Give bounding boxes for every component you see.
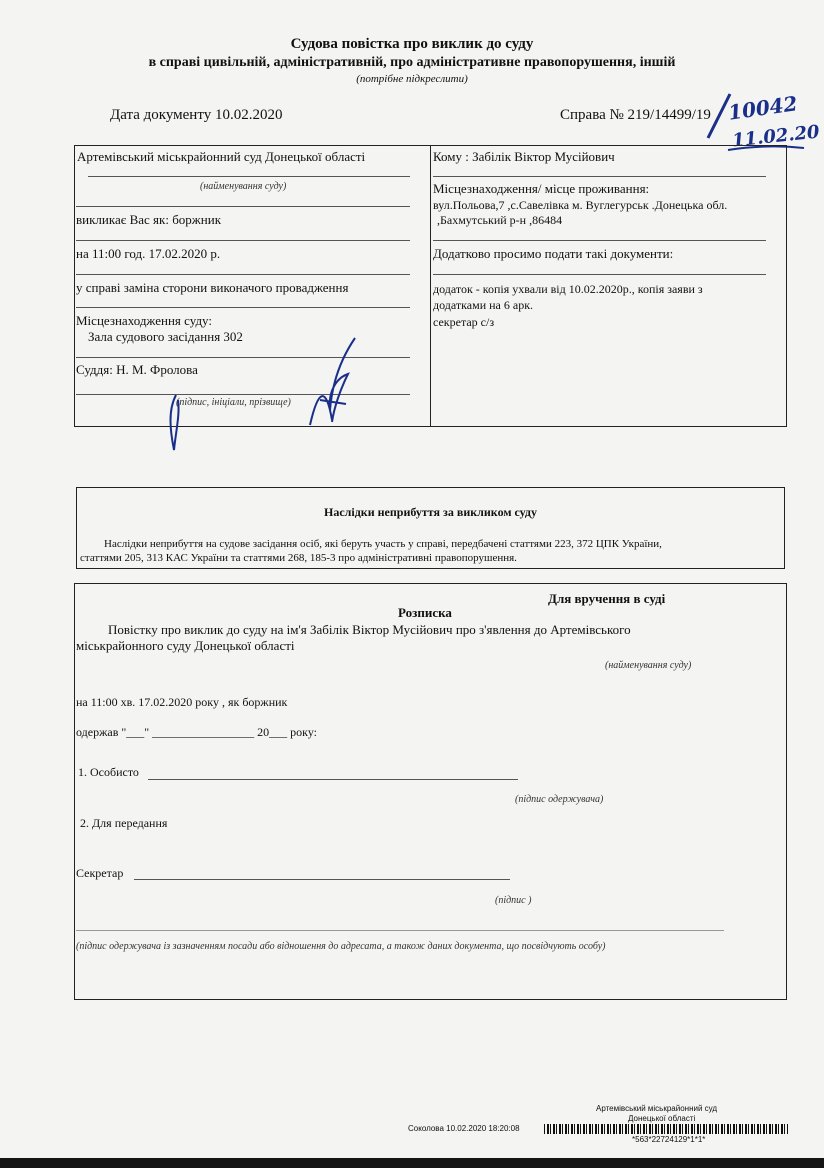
signature-caption: (підпис, ініціали, прізвище)	[176, 397, 291, 408]
received-date: одержав "___" _________________ 20___ року:	[76, 725, 318, 739]
footer-court-line-1: Артемівський міськрайонний суд	[596, 1104, 718, 1113]
documents-label: Додатково просимо подати такі документи:	[433, 246, 674, 261]
documents-line-2: додатками на 6 арк.	[433, 298, 534, 312]
consequences-title: Наслідки неприбуття за викликом суду	[324, 505, 537, 519]
divider	[76, 240, 410, 241]
personally-signature-line	[148, 779, 518, 780]
receipt-footer-caption: (підпис одержувача із зазначенням посади або відношення до адресата, а також даних документа, що посвідчують особу)	[76, 941, 606, 952]
transfer-label: 2. Для передання	[80, 816, 168, 830]
addressee: Кому : Забілік Віктор Мусійович	[433, 149, 615, 164]
court-name: Артемівський міськрайонний суд Донецької області	[77, 149, 366, 164]
divider	[76, 206, 410, 207]
barcode-icon	[544, 1124, 788, 1134]
receipt-court-caption: (найменування суду)	[605, 660, 692, 671]
address-line-2: ,Бахмутський р-н ,86484	[437, 213, 563, 227]
divider	[433, 176, 766, 177]
footer-court-line-2: Донецької області	[628, 1114, 696, 1123]
court-location-label: Місцезнаходження суду:	[76, 313, 212, 328]
personally-label: 1. Особисто	[78, 765, 139, 779]
subtitle-note: (потрібне підкреслити)	[356, 73, 468, 85]
handwritten-number: 10042	[726, 91, 799, 125]
divider	[433, 274, 766, 275]
document-date: Дата документу 10.02.2020	[110, 107, 283, 123]
scan-edge	[0, 1158, 824, 1168]
address-line-1: вул.Польова,7 ,с.Савелівка м. Вуглегурськ .Донецька обл.	[433, 198, 728, 212]
consequences-line-2: статтями 205, 313 КАС України та статтями 268, 185-3 про адміністративні правопорушення.	[80, 552, 517, 564]
secretary-signature-line	[134, 879, 510, 880]
secretary-receipt-label: Секретар	[76, 866, 124, 880]
handwritten-date: 11.02.20	[731, 121, 821, 152]
receipt-line-2: міськрайонного суду Донецької області	[76, 638, 295, 653]
case-matter: у справі заміна сторони виконачого провадження	[76, 280, 349, 295]
barcode-text: *563*22724129*1*1*	[632, 1135, 706, 1144]
summons-title: Судова повістка про виклик до суду	[290, 36, 534, 52]
handwritten-slash-icon	[702, 90, 736, 142]
address-label: Місцезнаходження/ місце проживання:	[433, 181, 650, 196]
receipt-time: на 11:00 хв. 17.02.2020 року , як боржник	[76, 695, 288, 709]
recipient-signature-caption: (підпис одержувача)	[515, 794, 604, 805]
column-divider	[430, 145, 431, 426]
divider	[433, 240, 766, 241]
court-location-value: Зала судового засідання 302	[88, 329, 243, 344]
divider	[76, 307, 410, 308]
documents-line-1: додаток - копія ухвали від 10.02.2020р., копія заяви з	[433, 282, 703, 296]
court-caption: (найменування суду)	[200, 181, 287, 192]
secretary-signature-caption: (підпис )	[495, 895, 532, 906]
divider	[76, 274, 410, 275]
summons-role: викликає Вас як: боржник	[76, 212, 222, 227]
receipt-title: Розписка	[398, 605, 452, 620]
hearing-time: на 11:00 год. 17.02.2020 р.	[76, 246, 221, 261]
case-number: Справа № 219/14499/19	[560, 107, 711, 123]
secretary-label: секретар с/з	[433, 315, 495, 329]
judge-name: Суддя: Н. М. Фролова	[76, 362, 198, 377]
receipt-line-1: Повістку про виклик до суду на ім'я Забілік Віктор Мусійович про з'явлення до Артемівського	[108, 622, 631, 637]
consequences-line-1: Наслідки неприбуття на судове засідання осіб, які беруть участь у справі, передбачені статтями 223, 372 ЦПК України,	[104, 538, 662, 550]
for-court-label: Для вручення в суді	[548, 591, 666, 606]
summons-subtitle: в справі цивільній, адміністративній, про адміністративне правопорушення, іншій	[148, 55, 676, 70]
judge-signature-icon	[160, 330, 390, 460]
divider	[88, 176, 410, 177]
timestamp-stamp: Соколова 10.02.2020 18:20:08	[408, 1124, 520, 1133]
divider	[76, 930, 724, 931]
